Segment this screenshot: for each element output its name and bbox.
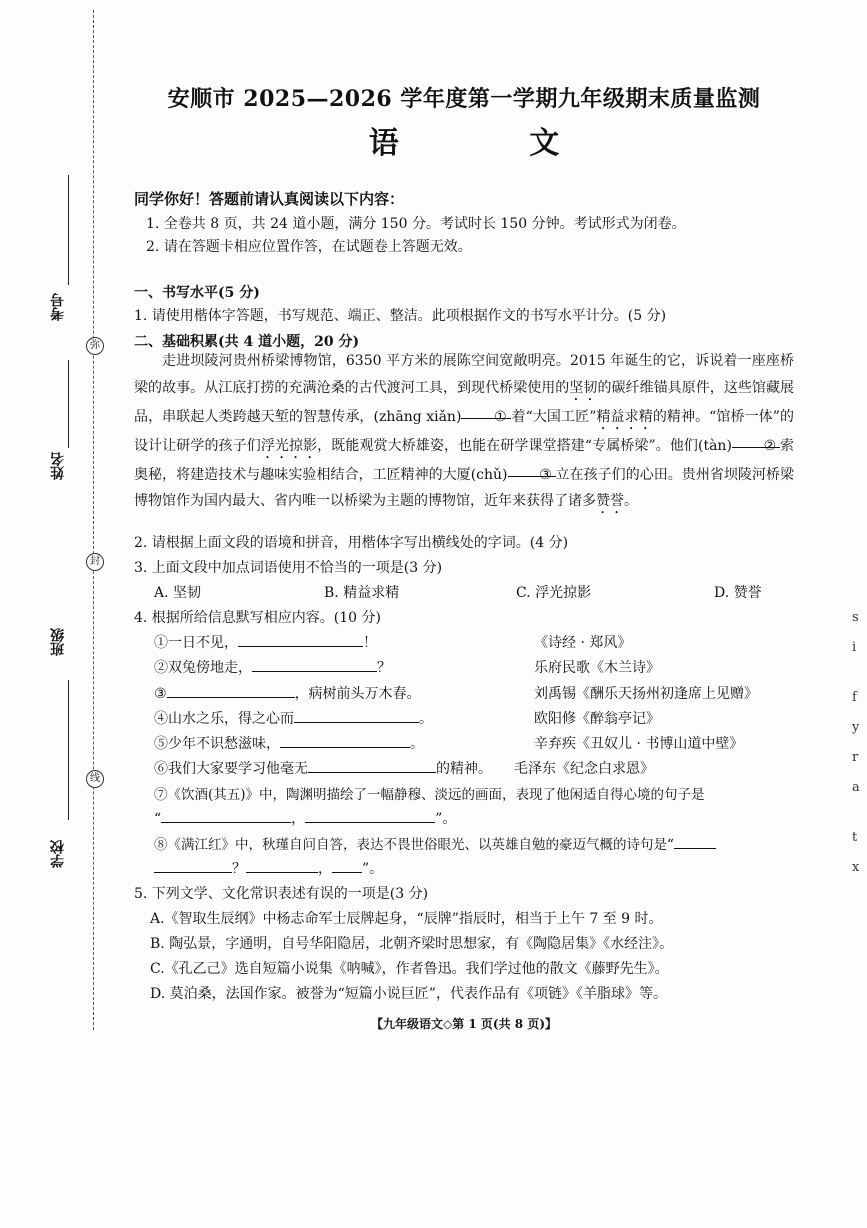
section1-heading: 一、书写水平(5 分): [134, 285, 260, 301]
passage-text: 的碳纤维锚具原件，这些馆藏展品，串联起人类跨越天堑的智慧传承，(zhāng xiǎn): [134, 379, 795, 425]
edge-fragment-8: x: [852, 860, 860, 875]
q4-line-7b-close: ”。: [435, 811, 457, 827]
q4-line-5-pre: ⑤少年不识愁滋味，: [154, 736, 280, 752]
question-2: 2. 请根据上面文段的语境和拼音，用楷体字写出横线处的字词。(4 分): [134, 535, 569, 551]
q4-line-2: [154, 657, 391, 677]
passage-text: 走进坝陵河贵州桥梁博物馆，6350 平方米的展陈空间宽敞明亮。2015 年诞生的它，诉说着一座座桥梁的故事。从江底打捞的充满沧桑的古代渡河工具，到现代桥梁使用的: [134, 353, 794, 396]
q5-option-b[interactable]: B. 陶弘景，字通明，自号华阳隐居，北朝齐梁时思想家，有《陶隐居集》《水经注》。: [150, 936, 674, 952]
q4-blank-7b[interactable]: [305, 808, 435, 823]
q5-option-c[interactable]: C.《孔乙己》选自短篇小说集《呐喊》，作者鲁迅。我们学过他的散文《藤野先生》。: [150, 961, 669, 977]
q4-blank-7a[interactable]: [161, 808, 291, 823]
notice-item-1: 1. 全卷共 8 页，共 24 道小题，满分 150 分。考试时长 150 分钟。考试形式为闭卷。: [146, 216, 686, 232]
q4-blank-4[interactable]: [294, 708, 419, 723]
binding-dashed-line: [93, 10, 94, 1030]
field-exam-number: [48, 175, 70, 335]
field-school-line[interactable]: [68, 720, 69, 820]
page-footer: 【九年级语文◇第 1 页(共 8 页)】: [371, 1017, 557, 1031]
q4-line-7b: [154, 808, 456, 828]
q4-line-8b-comma: ，: [318, 861, 332, 877]
q4-source-6: 毛泽东《纪念白求恩》: [514, 761, 654, 777]
edge-fragment-3: f: [852, 690, 857, 705]
q4-line-1-post: ！: [363, 635, 377, 651]
field-name: [48, 360, 70, 500]
question-4-stem: 4. 根据所给信息默写相应内容。(10 分): [134, 610, 381, 626]
q3-option-c[interactable]: C. 浮光掠影: [516, 585, 592, 601]
word-jianren: 坚韧: [569, 379, 598, 396]
passage-text: 着“大国工匠”: [511, 408, 597, 425]
q4-blank-3[interactable]: [167, 683, 295, 698]
passage-text: 索奥秘，将建造技术与趣味实验相结合，工匠精神的大厦(chǔ): [134, 437, 795, 483]
q4-line-7a: ⑦《饮酒(其五)》中，陶渊明描绘了一幅静穆、淡远的画面，表现了他闲适自得心境的句子是: [154, 787, 705, 803]
seal-char-feng: 封: [86, 553, 104, 571]
q4-line-8a: [154, 833, 716, 853]
field-class-label: 班级: [50, 628, 66, 656]
q4-line-3-post: ，病树前头万木春。: [294, 686, 421, 702]
q4-source-3: 刘禹锡《酬乐天扬州初逢席上见赠》: [534, 686, 758, 702]
q4-line-8a-text: ⑧《满江红》中，秋瑾自问自答，表达不畏世俗眼光、以英雄自勉的豪迈气概的诗句是“: [154, 837, 674, 853]
blank-3-marker: ③: [539, 466, 552, 483]
exam-title: 安顺市 2025—2026 学年度第一学期九年级期末质量监测: [167, 86, 761, 112]
q4-blank-1[interactable]: [238, 632, 363, 647]
edge-fragment-4: y: [852, 720, 860, 735]
word-jingyi: 精益求精: [596, 408, 653, 425]
q4-line-1: [154, 632, 377, 652]
q4-line-5: [154, 733, 424, 753]
field-exam-number-label: 考号: [50, 293, 66, 321]
q4-line-4-post: 。: [419, 711, 433, 727]
q4-blank-6[interactable]: [308, 758, 436, 773]
blank-2-marker: ②: [763, 437, 777, 454]
q4-line-8b-q: ？: [232, 861, 246, 877]
q5-option-d[interactable]: D. 莫泊桑，法国作家。被誉为“短篇小说巨匠”，代表作品有《项链》《羊脂球》等。: [150, 986, 667, 1002]
passage-text: 的精神。“馆桥一体”的设计让研学的孩子们: [134, 408, 795, 454]
seal-char-xian: 线: [86, 770, 104, 788]
q4-line-6-pre: ⑥我们大家要学习他毫无: [154, 761, 308, 777]
q4-line-8b: [154, 858, 383, 878]
q4-line-8b-close: ”。: [362, 861, 384, 877]
edge-fragment-6: a: [852, 780, 860, 795]
q4-line-3-pre: ③: [154, 686, 167, 702]
q4-source-2: 乐府民歌《木兰诗》: [534, 660, 660, 676]
q4-line-4: [154, 708, 433, 728]
field-school-label: 学校: [50, 840, 66, 868]
q4-blank-5[interactable]: [280, 733, 410, 748]
edge-fragment-2: i: [852, 640, 857, 655]
q4-line-4-pre: ④山水之乐，得之心而: [154, 711, 294, 727]
blank-2[interactable]: [732, 433, 780, 454]
q4-blank-8a[interactable]: [674, 834, 716, 849]
notice-item-2: 2. 请在答题卡相应位置作答，在试题卷上答题无效。: [146, 239, 472, 255]
field-name-label: 姓名: [50, 452, 66, 480]
q4-line-3: [154, 683, 421, 703]
q4-line-2-post: ？: [377, 660, 391, 676]
blank-1[interactable]: [461, 404, 511, 425]
q4-line-2-pre: ②双兔傍地走，: [154, 660, 252, 676]
section2-heading: 二、基础积累(共 4 道小题，20 分): [134, 334, 360, 350]
q4-blank-8c[interactable]: [246, 858, 318, 873]
passage-text: ，既能观赏大桥雄姿，也能在研学课堂搭建“专属桥梁”。他们(tàn): [317, 437, 732, 454]
q4-line-1-pre: ①一日不见，: [154, 635, 238, 651]
q4-line-7b-mid: ，: [291, 811, 306, 827]
q4-line-6-post: 的精神。: [436, 761, 492, 777]
q4-source-5: 辛弃疾《丑奴儿 · 书博山道中壁》: [534, 736, 744, 752]
q4-blank-2[interactable]: [252, 657, 377, 672]
q4-line-7b-open: “: [154, 811, 162, 827]
field-school: [48, 830, 70, 950]
question-5-stem: 5. 下列文学、文化常识表述有误的一项是(3 分): [134, 886, 429, 902]
passage-text: 立在孩子们的心田。贵州省坝陵河桥梁博物馆作为国内最大、省内唯一以桥梁为主题的博物馆，近年来获得了诸多: [134, 466, 795, 509]
q3-option-d[interactable]: D. 赞誉: [714, 585, 762, 601]
blank-1-marker: ①: [494, 408, 507, 425]
field-class: [48, 580, 70, 700]
passage: [134, 348, 794, 517]
passage-text: 。: [624, 493, 638, 509]
edge-fragment-5: r: [852, 750, 859, 765]
q4-line-6: [154, 758, 492, 778]
word-zanyu: 赞誉: [596, 493, 624, 509]
word-fuguang: 浮光掠影: [260, 437, 318, 454]
q4-blank-8b[interactable]: [154, 858, 232, 873]
q3-option-b[interactable]: B. 精益求精: [324, 585, 400, 601]
notice-heading: 同学你好！答题前请认真阅读以下内容：: [134, 190, 405, 208]
q4-blank-8d[interactable]: [332, 858, 362, 873]
subject-title: 语 文: [368, 126, 620, 161]
q4-line-5-post: 。: [410, 736, 424, 752]
question-1: 1. 请使用楷体字答题，书写规范、端正、整洁。此项根据作文的书写水平计分。(5 分): [134, 308, 667, 324]
q4-source-1: 《诗经 · 郑风》: [534, 635, 632, 651]
field-name-line[interactable]: [68, 360, 69, 448]
q4-source-4: 欧阳修《醉翁亭记》: [534, 711, 660, 727]
q5-option-a[interactable]: A.《智取生辰纲》中杨志命军士辰牌起身，“辰牌”指辰时，相当于上午 7 至 9 时。: [150, 911, 663, 927]
seal-char-mi: 弥: [86, 337, 104, 355]
field-exam-number-line[interactable]: [68, 175, 69, 285]
edge-fragment-7: t: [852, 830, 858, 845]
q3-option-a[interactable]: A. 坚韧: [154, 585, 202, 601]
question-3-stem: 3. 上面文段中加点词语使用不恰当的一项是(3 分): [134, 560, 443, 576]
blank-3[interactable]: [508, 462, 556, 483]
edge-fragment-1: s: [852, 610, 859, 625]
